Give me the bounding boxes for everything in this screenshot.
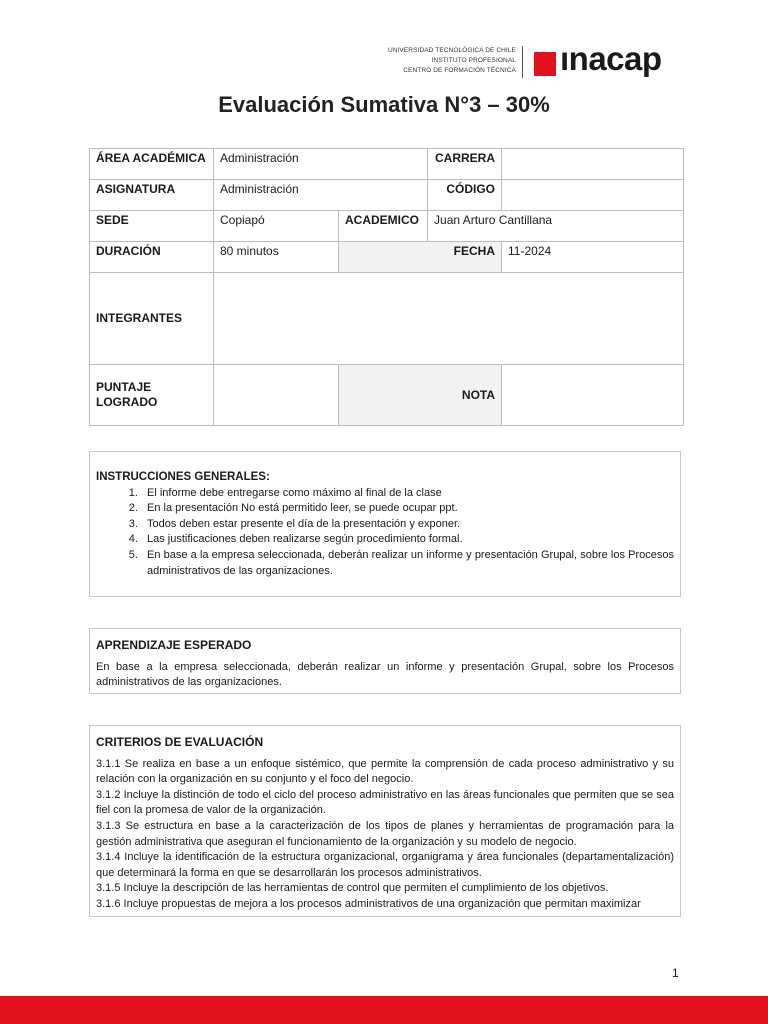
logo-separator bbox=[522, 46, 523, 78]
instructions-heading: INSTRUCCIONES GENERALES: bbox=[96, 471, 270, 483]
inacap-mark-icon bbox=[534, 48, 556, 80]
list-item: 1. El informe debe entregarse como máximo al final de la clase bbox=[141, 486, 674, 502]
criterios-box bbox=[89, 725, 681, 917]
table-row bbox=[90, 273, 684, 365]
list-item: 5. En base a la empresa seleccionada, deberán realizar un informe y presentación Grupal, sobre los Procesos administrativos de las organizaciones. bbox=[141, 548, 674, 579]
table-row bbox=[90, 180, 684, 211]
list-item: 3.1.2 Incluye la distinción de todo el ciclo del proceso administrativo en las áreas funcionales que permiten que se sea fiel con la promesa de valor de la organización. bbox=[96, 788, 674, 817]
carrera-label: CARRERA bbox=[428, 149, 502, 180]
list-item: 3.1.1 Se realiza en base a un enfoque sistémico, que permite la comprensión de cada proceso administrativo y su relación con la organización en su conjunto y el foco del negocio. bbox=[96, 757, 674, 786]
inacap-logo bbox=[376, 40, 676, 88]
asignatura-value: Administración bbox=[214, 180, 428, 211]
area-label: ÁREA ACADÉMICA bbox=[90, 149, 214, 180]
integrantes-value bbox=[214, 273, 684, 365]
page-title: Evaluación Sumativa N°3 – 30% bbox=[218, 92, 550, 117]
table-row bbox=[90, 211, 684, 242]
integrantes-label: INTEGRANTES bbox=[90, 273, 214, 365]
table-row bbox=[90, 242, 684, 273]
logo-line: CENTRO DE FORMACIÓN TÉCNICA bbox=[403, 67, 516, 74]
logo-line: INSTITUTO PROFESIONAL bbox=[431, 57, 516, 64]
puntaje-label: PUNTAJE LOGRADO bbox=[90, 365, 214, 426]
list-item: 4. Las justificaciones deben realizarse según procedimiento formal. bbox=[141, 532, 674, 548]
list-item: 2. En la presentación No está permitido leer, se puede ocupar ppt. bbox=[141, 501, 674, 517]
list-item: 3. Todos deben estar presente el día de la presentación y exponer. bbox=[141, 517, 674, 533]
codigo-label: CÓDIGO bbox=[428, 180, 502, 211]
codigo-value bbox=[502, 180, 684, 211]
duracion-value: 80 minutos bbox=[214, 242, 339, 273]
aprendizaje-heading: APRENDIZAJE ESPERADO bbox=[96, 638, 252, 652]
info-table bbox=[89, 148, 684, 426]
logo-wordmark: ınacap bbox=[560, 40, 662, 77]
carrera-value bbox=[502, 149, 684, 180]
sede-label: SEDE bbox=[90, 211, 214, 242]
logo-institution-lines bbox=[388, 46, 516, 76]
puntaje-value bbox=[214, 365, 339, 426]
table-row bbox=[90, 149, 684, 180]
table-row bbox=[90, 365, 684, 426]
instructions-list bbox=[96, 486, 674, 580]
instructions-box bbox=[89, 451, 681, 597]
footer-brand-bar bbox=[0, 996, 768, 1024]
page-number: 1 bbox=[672, 966, 679, 980]
nota-value bbox=[502, 365, 684, 426]
aprendizaje-text: En base a la empresa seleccionada, deberán realizar un informe y presentación Grupal, sobre los Procesos administrativos de las organizaciones. bbox=[96, 660, 674, 689]
fecha-value: 11-2024 bbox=[502, 242, 684, 273]
academico-label: ACADEMICO bbox=[339, 211, 428, 242]
duracion-label: DURACIÓN bbox=[90, 242, 214, 273]
aprendizaje-box bbox=[89, 628, 681, 694]
sede-value: Copiapó bbox=[214, 211, 339, 242]
criterios-heading: CRITERIOS DE EVALUACIÓN bbox=[96, 735, 264, 749]
list-item: 3.1.3 Se estructura en base a la caracterización de los tipos de planes y herramientas de programación para la gestión administrativa que aseguran el funcionamiento de la organización y su modelo de negocio. bbox=[96, 819, 674, 848]
academico-value: Juan Arturo Cantillana bbox=[428, 211, 684, 242]
logo-line: UNIVERSIDAD TECNOLÓGICA DE CHILE bbox=[387, 47, 516, 54]
list-item: 3.1.4 Incluye la identificación de la estructura organizacional, organigrama y área funcionales (departamentalización) que determinará la forma en que se desarrollarán los procesos administrativos. bbox=[96, 851, 674, 879]
asignatura-label: ASIGNATURA bbox=[90, 180, 214, 211]
nota-label: NOTA bbox=[339, 365, 502, 426]
area-value: Administración bbox=[214, 149, 428, 180]
list-item: 3.1.5 Incluye la descripción de las herramientas de control que permiten el cumplimiento de los objetivos. bbox=[96, 882, 609, 895]
list-item: 3.1.6 Incluye propuestas de mejora a los procesos administrativos de una organización que permitan maximizar bbox=[96, 897, 641, 910]
fecha-label: FECHA bbox=[339, 242, 502, 273]
